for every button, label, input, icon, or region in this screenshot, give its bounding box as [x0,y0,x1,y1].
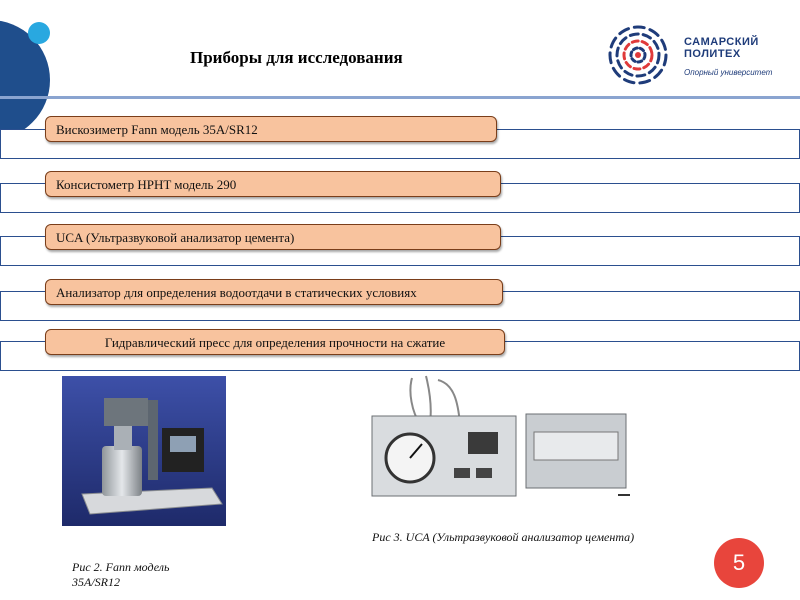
item-label-hydraulic-press: Гидравлический пресс для определения прочности на сжатие [45,329,505,355]
university-logo [604,22,774,88]
figure-caption-uca: Рис 3. UCA (Ультразвуковой анализатор цемента) [372,530,635,544]
logo-rings-icon [604,22,680,88]
decorative-circle-small [28,22,50,44]
figure-caption-fann: Рис 2. Fann модель 35A/SR12 [72,560,170,589]
logo-line-1: САМАРСКИЙ [684,36,759,48]
fann-viscometer-photo [62,376,226,526]
page-number-badge: 5 [714,538,764,588]
item-label-viscometer: Вискозиметр Fann модель 35A/SR12 [45,116,497,142]
logo-line-2: ПОЛИТЕХ [684,48,741,60]
header-divider [0,96,800,99]
item-label-consistometer: Консистометр HPHT модель 290 [45,171,501,197]
slide-title: Приборы для исследования [190,48,403,67]
logo-wordmark [684,36,759,60]
uca-analyzer-photo [368,372,632,512]
item-label-uca: UCA (Ультразвуковой анализатор цемента) [45,224,501,250]
logo-subtitle: Опорный университет [684,68,773,77]
item-label-fluid-loss-analyzer: Анализатор для определения водоотдачи в статических условиях [45,279,503,305]
